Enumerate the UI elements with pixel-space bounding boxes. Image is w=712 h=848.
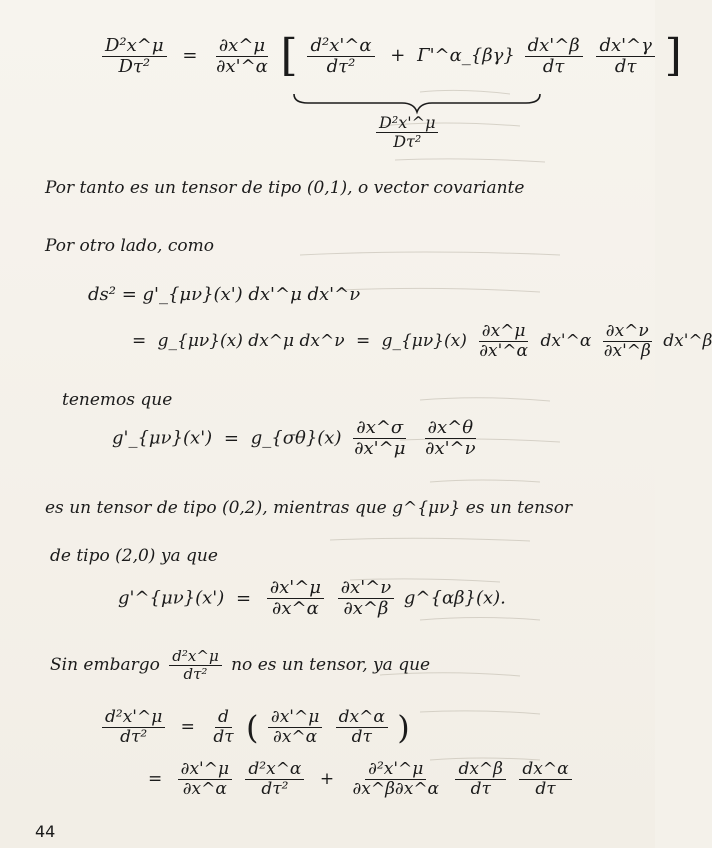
page-number: 44	[35, 822, 56, 841]
text-tensor-tipo-02: es un tensor de tipo (0,2), mientras que g^{μν} es un tensor	[45, 498, 573, 518]
equation-line-element-expanded: = g_{μν}(x) dx^μ dx^ν = g_{μν}(x) $\frac{\partial x\^{}\mu}{\partial x'\^{}\alpha}$ dx'^α $\frac{\partial x\^{}\nu}{\partial x'\^{}\beta}$ dx'^β	[132, 321, 712, 361]
underbrace	[292, 92, 542, 114]
fraction-jacobian: $\frac{\partial x\^{}\mu}{\partial x'\^{}\alpha}$	[216, 34, 268, 77]
fraction-velocity-beta: $\frac{dx'\^{}\beta}{d\tau}$	[525, 36, 583, 77]
text-sin-embargo: Sin embargo $\frac{\text{d²x\textasciicircum{}μ}}{\text{dτ²}}$ no es un tensor, ya que	[50, 647, 431, 683]
equation-second-derivative-expanded: = $\frac{\partial x'\^{}\mu}{\partial x\^{}\alpha}$ $\frac{\text{d²x\textasciicircum{}α}}{\text{dτ²}}$ + $\frac{\text{∂²x'\textasciicircum{}μ}}{\partial x\^{}\beta\partial x\^{}\alpha}$ $\frac{dx\^{}\beta}{d\tau}$ $\frac{dx\^{}\alpha}{d\tau}$	[142, 760, 576, 799]
text-covariant-vector: Por tanto es un tensor de tipo (0,1), o vector covariante	[45, 178, 525, 198]
underbrace-label: $\frac{\text{D²x'\textasciicircum{}μ}}{\text{Dτ²}}$	[372, 114, 442, 151]
fraction-second-derivative: $\frac{\text{d²x'\textasciicircum{}α}}{\text{dτ²}}$	[307, 36, 374, 77]
equation-inverse-metric: g'^{μν}(x') = $\frac{\partial x'\^{}\mu}{\partial x\^{}\alpha}$ $\frac{\partial x'\^{}\nu}{\partial x\^{}\beta}$ g^{αβ}(x).	[118, 577, 506, 619]
equation-line-element: ds² = g'_{μν}(x') dx'^μ dx'^ν	[88, 284, 361, 305]
fraction-velocity-gamma: $\frac{dx'\^{}\gamma}{d\tau}$	[596, 36, 654, 77]
fraction-lhs: $\frac{\text{D²x\textasciicircum{}μ}}{\text{Dτ²}}$	[102, 36, 167, 77]
text-tenemos-que: tenemos que	[62, 390, 173, 410]
equation-second-derivative: $\frac{\text{d²x'\textasciicircum{}μ}}{\text{dτ²}}$ = $\frac{d}{d\tau}$ ( $\frac{\partial x'\^{}\mu}{\partial x\^{}\alpha}$ $\frac{dx\^{}\alpha}{d\tau}$ )	[98, 708, 410, 747]
equation-covariant-derivative: $\frac{\text{D²x\textasciicircum{}μ}}{\text{Dτ²}}$ = $\frac{\partial x\^{}\mu}{\partial x'\^{}\alpha}$ [ $\frac{\text{d²x'\textasciicircum{}α}}{\text{dτ²}}$ + Γ'^α_{βγ} $\frac{dx'\^{}\beta}{d\tau}$ $\frac{dx'\^{}\gamma}{d\tau}$ ]	[98, 34, 682, 78]
text-por-otro-lado: Por otro lado, como	[45, 236, 214, 256]
equation-metric-transform: g'_{μν}(x') = g_{σθ}(x) $\frac{\partial x\^{}\sigma}{\partial x'\^{}\mu}$ $\frac{\partial x\^{}\theta}{\partial x'\^{}\nu}$	[112, 417, 476, 459]
christoffel-symbol: Γ'^α_{βγ}	[417, 45, 515, 66]
text-tipo-20: de tipo (2,0) ya que	[50, 546, 218, 566]
